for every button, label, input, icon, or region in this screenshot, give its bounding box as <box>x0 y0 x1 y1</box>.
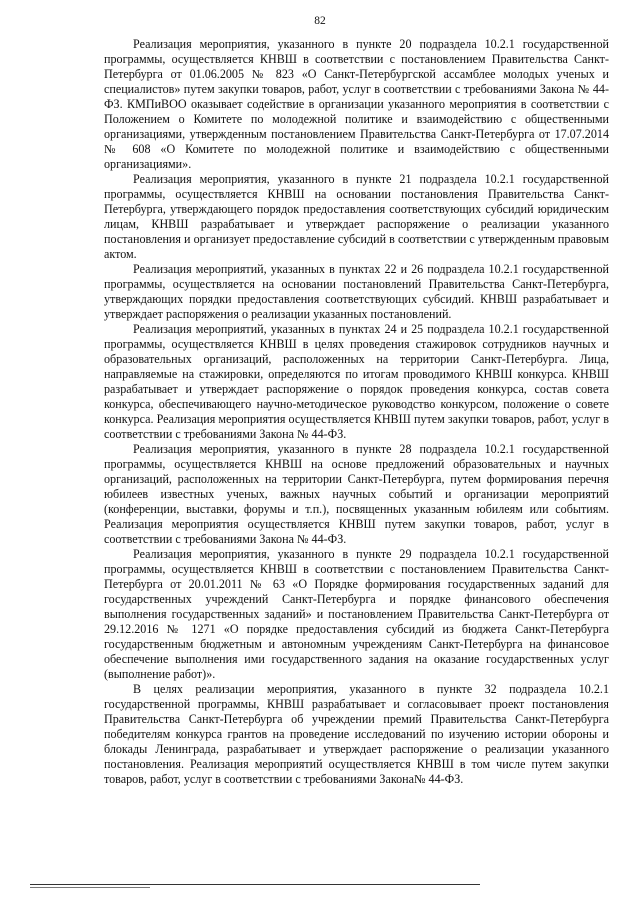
scan-edge-line <box>30 887 150 888</box>
paragraph: Реализация мероприятия, указанного в пункте 28 подраздела 10.2.1 государственной программы, осуществляется КНВШ на основе предложений образовательных и научных организаций, расположенных на территории Санкт-Петербурга, путем формирования перечня юбилеев известных ученых, важных научных событий и организации мероприятий (конференции, выставки, форумы и т.п.), посвященных указанным юбилеям или событиям. Реализация мероприятия осуществляется КНВШ путем закупки товаров, работ, услуг в соответствии с требованиями Закона № 44-ФЗ. <box>104 442 609 546</box>
paragraph: Реализация мероприятий, указанных в пунктах 24 и 25 подраздела 10.2.1 государственной программы, осуществляется КНВШ в целях проведения стажировок сотрудников научных и образовательных организаций, расположенных на территории Санкт-Петербурга. Лица, направляемые на стажировки, определяются по итогам проводимого КНВШ конкурса. КНВШ разрабатывает и утверждает распоряжение о порядок проведения конкурса, состав совета конкурса, обеспечивающего научно-методическое руководство конкурсом, положение о совете конкурса. Реализация мероприятия осуществляется КНВШ путем закупки товаров, работ, услуг в соответствии с требованиями Закона № 44-ФЗ. <box>104 322 609 441</box>
paragraph: Реализация мероприятия, указанного в пункте 29 подраздела 10.2.1 государственной программы, осуществляется КНВШ в соответствии с постановлением Правительства Санкт-Петербурга от 20.01.2011 № 63 «О Порядке формирования государственных заданий для государственных учреждений Санкт-Петербурга и порядке финансового обеспечения выполнения государственных заданий» и постановлением Правительства Санкт-Петербурга от 29.12.2016 № 1271 «О порядке предоставления субсидий из бюджета Санкт-Петербурга государственным бюджетным и автономным учреждениям Санкт-Петербурга на финансовое обеспечение выполнения ими государственного задания на оказание государственных услуг (выполнение работ)». <box>104 547 609 681</box>
paragraph: Реализация мероприятия, указанного в пункте 21 подраздела 10.2.1 государственной программы, осуществляется КНВШ на основании постановления Правительства Санкт-Петербурга, утверждающего порядок предоставления соответствующих субсидий юридическим лицам, КНВШ разрабатывает и утверждает распоряжение о реализации указанного постановления и организует предоставление субсидий в соответствии с утвержденным правовым актом. <box>104 172 609 261</box>
paragraph: Реализация мероприятий, указанных в пунктах 22 и 26 подраздела 10.2.1 государственной программы, осуществляется на основании постановлений Правительства Санкт-Петербурга, утверждающих порядки предоставления соответствующих субсидий. КНВШ разрабатывает и утверждает распоряжения о реализации указанных постановлений. <box>104 262 609 321</box>
paragraph: В целях реализации мероприятия, указанного в пункте 32 подраздела 10.2.1 государственной программы, КНВШ разрабатывает и согласовывает проект постановления Правительства Санкт-Петербурга об учреждении премий Правительства Санкт-Петербурга победителям конкурса грантов на проведение исследований по изучению истории обороны и блокады Ленинграда, разрабатывает и утверждает распоряжение о реализации указанного постановления. Реализация мероприятий осуществляется КНВШ в том числе путем закупки товаров, работ, услуг в соответствии с требованиями Закона№ 44-ФЗ. <box>104 682 609 786</box>
document-body <box>104 37 609 787</box>
page-number: 82 <box>314 15 326 27</box>
paragraph: Реализация мероприятия, указанного в пункте 20 подраздела 10.2.1 государственной программы, осуществляется КНВШ в соответствии с постановлением Правительства Санкт-Петербурга от 01.06.2005 № 823 «О Санкт-Петербургской ассамблее молодых ученых и специалистов» путем закупки товаров, работ, услуг в соответствии с требованиями Закона № 44-ФЗ. КМПиВОО оказывает содействие в организации указанного мероприятия в соответствии с Положением о Комитете по молодежной политике и взаимодействию с общественными организациями, утвержденным постановлением Правительства Санкт-Петербурга от 17.07.2014 № 608 «О Комитете по молодежной политике и взаимодействию с общественными организациями». <box>104 37 609 171</box>
scan-edge-line <box>30 884 480 885</box>
